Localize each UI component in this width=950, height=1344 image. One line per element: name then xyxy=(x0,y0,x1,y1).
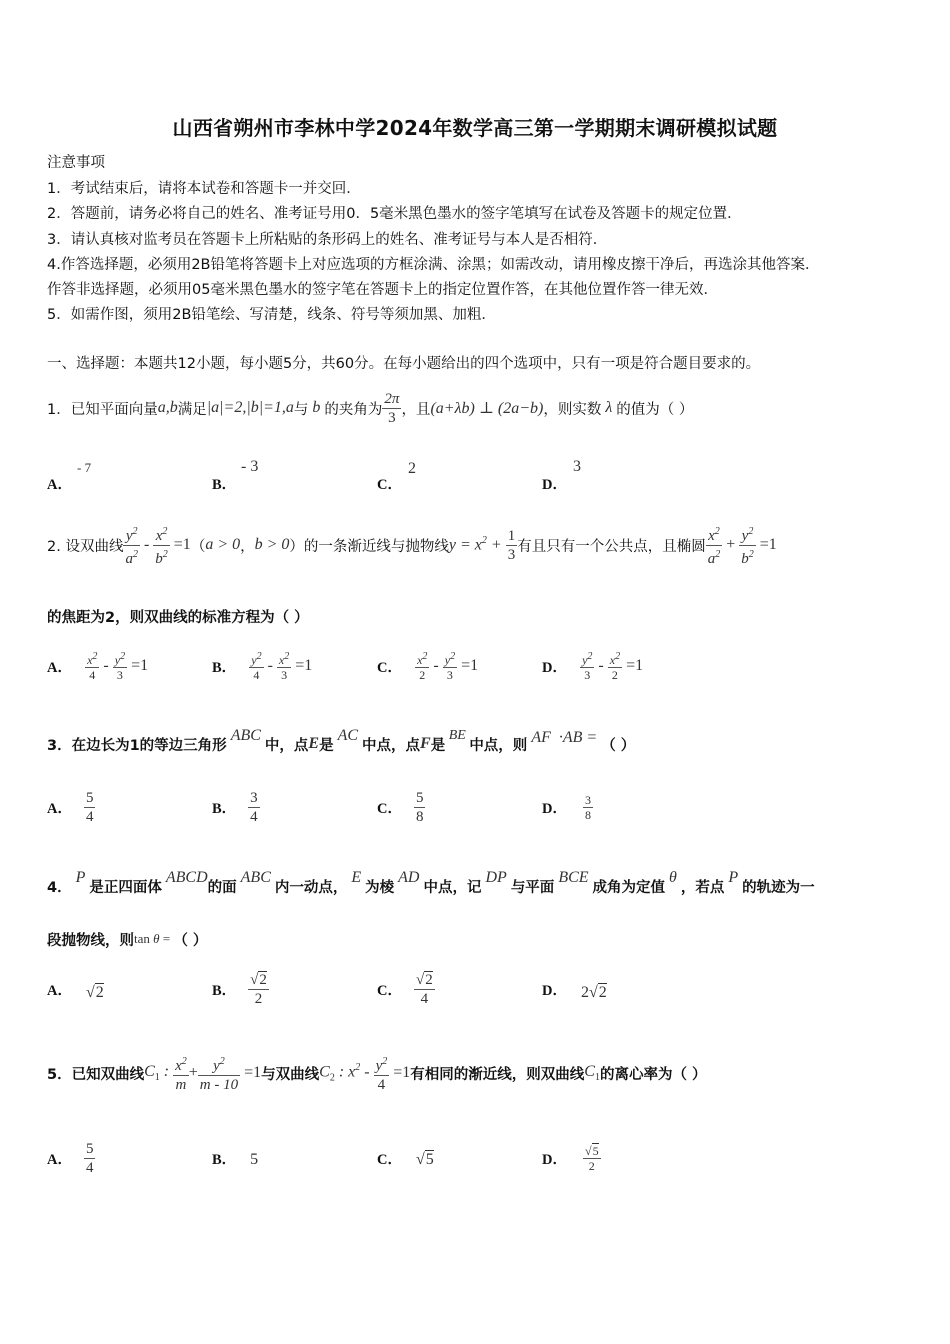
option-b: B． 3 4 xyxy=(212,789,258,825)
option-d: D． 3 8 xyxy=(542,792,591,822)
math-fraction: $\frac{x^2}{b^2}$ xyxy=(153,523,170,568)
notice-item: 3．请认真核对监考员在答题卡上所粘贴的条形码上的姓名、准考证号与本人是否相符． xyxy=(47,232,608,248)
notice-item: 2．答题前，请务必将自己的姓名、准考证号用0．5毫米黑色墨水的签字笔填写在试卷及答题卡的规定位置． xyxy=(47,206,742,222)
option-value: 3 xyxy=(573,458,581,475)
option-d: D． √5 2 xyxy=(542,1143,599,1173)
question-4: 4． P 是正四面体 ABCD 的面 ABC 内一动点， E 为棱 AD 中点，记 DP 与平面 BCE 成角为定值 θ ，若点 P 的轨迹为一 xyxy=(47,869,815,896)
option-value: 2 xyxy=(408,460,416,477)
math: (a+λb) ⊥ (2a−b) xyxy=(430,400,544,417)
math-fraction: $x^2$ $a^2$ xyxy=(706,523,723,568)
option-a: A． $x^2$ 4 - $\frac{y^2}{3}$ =1 xyxy=(47,651,149,682)
notice-item: 作答非选择题，必须用05毫米黑色墨水的签字笔在答题卡上的指定位置作答，在其他位置作答一律无效． xyxy=(47,282,718,298)
section-heading: 一、选择题：本题共12小题，每小题5分，共60分。在每小题给出的四个选项中，只有一项是符合题目要求的。 xyxy=(47,356,761,372)
option-c: C． √2 4 xyxy=(377,971,433,1007)
math: λ xyxy=(601,399,617,416)
option-c: C． √5 xyxy=(377,1151,434,1168)
option-label: B． xyxy=(212,477,237,493)
notice-heading: 注意事项 xyxy=(47,155,105,171)
math: a,b xyxy=(157,399,178,416)
option-c: C． $x^2$ 2 - $\frac{y^2}{3}$ =1 xyxy=(377,651,479,682)
notice-item: 5．如需作图，须用2B铅笔绘、写清楚，线条、符号等须加黑、加粗． xyxy=(47,307,496,323)
question-2-line2: 的焦距为2，则双曲线的标准方程为（ ） xyxy=(47,610,309,626)
math-fraction: $\frac{1}{3}$ xyxy=(507,527,516,563)
math-fraction: 2π 3 xyxy=(384,390,400,426)
option-d: D． $y^2$ 3 - $\frac{x^2}{2}$ =1 xyxy=(542,651,644,682)
question-1: 1．已知平面向量 a,b 满足 |a|=2,|b|=1,a 与 b 的夹角为 2π 3 ，且 (a+λb) ⊥ (2a−b) ，则实数 λ 的值为（ ） xyxy=(47,390,694,426)
option-d: D． 2√2 xyxy=(542,982,607,1001)
option-label: D． xyxy=(542,477,567,493)
math-fraction: $\frac{y^2}{b^2}$ xyxy=(739,523,756,568)
option-b: B． √2 2 xyxy=(212,971,267,1007)
option-label: C． xyxy=(377,477,402,493)
question-3: 3．在边长为1的等边三角形 ABC 中，点 E 是 AC 中点，点 F 是 BE 中点，则 AF ·AB = （ ） xyxy=(47,727,636,754)
option-b: B． $y^2$ 4 - $\frac{x^2}{3}$ =1 xyxy=(212,651,313,682)
math: b xyxy=(308,399,325,416)
math: |a|=2,|b|=1,a xyxy=(206,399,294,416)
option-value: - 3 xyxy=(241,458,259,475)
question-2: 2. 设双曲线 $y^2$ $a^2$ - $\frac{x^2}{b^2}$ =1 （ a > 0 ， b > 0 ）的一条渐近线与抛物线 $y = x^2$ + $\frac{1}{3}$ 有且只有一个公共点，且椭圆 $x^2$ $a^2$ + $\frac{y^2}{b^2}$ =1 xyxy=(47,522,777,568)
question-4-line2: 段抛物线，则 tan θ = （ ） xyxy=(47,931,208,949)
math-fraction: $y^2$ $a^2$ xyxy=(123,523,140,568)
option-label: A． xyxy=(47,477,72,493)
option-a: A． 5 4 xyxy=(47,789,94,825)
option-a: A． √2 xyxy=(47,982,104,1001)
option-value: - 7 xyxy=(77,460,92,475)
notice-item: 1．考试结束后，请将本试卷和答题卡一并交回． xyxy=(47,181,361,197)
page-title: 山西省朔州市李林中学2024年数学高三第一学期期末调研模拟试题 xyxy=(172,116,778,140)
option-a: A． 5 4 xyxy=(47,1140,94,1176)
option-b: B． 5 xyxy=(212,1151,259,1168)
option-c: C． 5 8 xyxy=(377,789,424,825)
question-5: 5．已知双曲线 $C_1$ : $x^2$ m + $\frac{y^2}{m - 10}$ =1 与双曲线 $C_2$ : $x^2$ - $\frac{y^2}{4}$ =1 有相同的渐近线，则双曲线 $C_1$ 的离心率为（ ） xyxy=(47,1050,707,1096)
notice-item: 4.作答选择题，必须用2B铅笔将答题卡上对应选项的方框涂满、涂黑；如需改动，请用橡皮擦干净后，再选涂其他答案． xyxy=(47,257,820,273)
